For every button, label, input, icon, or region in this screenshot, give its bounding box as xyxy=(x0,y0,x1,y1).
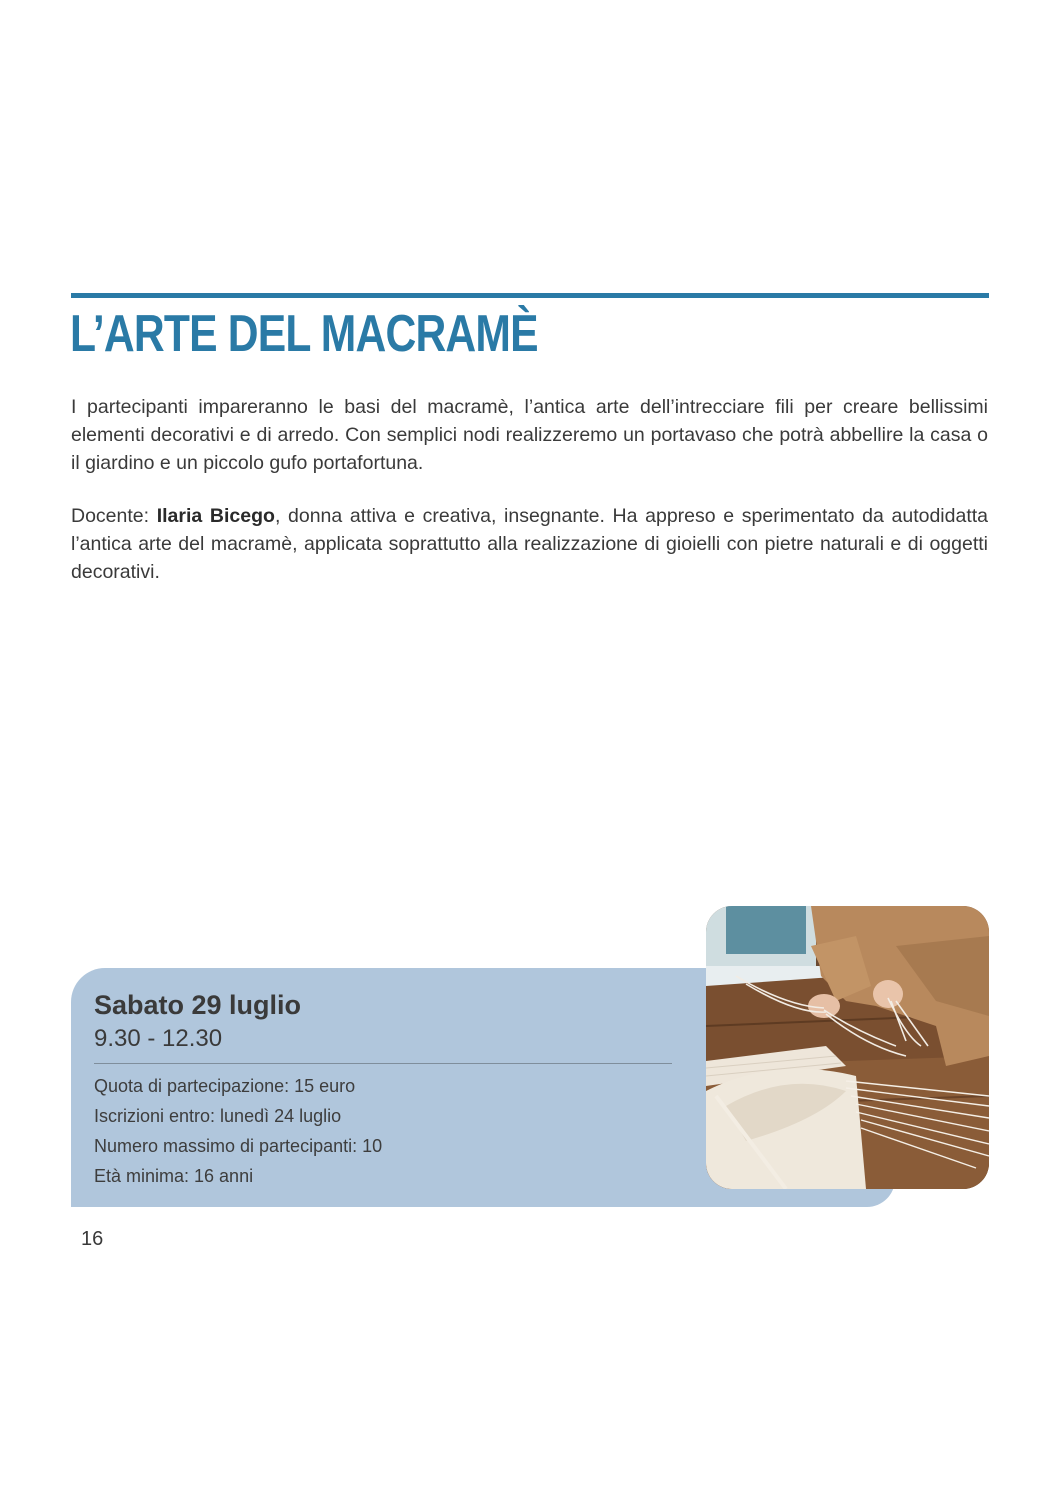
detail-max-participants: Numero massimo di partecipanti: 10 xyxy=(94,1136,383,1156)
detail-min-age: Età minima: 16 anni xyxy=(94,1166,254,1186)
intro-paragraph: I partecipanti impareranno le basi del macramè, l’antica arte dell’intrecciare fili per creare bellissimi elementi decorativi e di arredo. Con semplici nodi realizzeremo un portavaso che potrà abbellire la casa o il giardino e un piccolo gufo portafortuna. xyxy=(71,396,988,474)
page-title: L’ARTE DEL MACRAMÈ xyxy=(70,305,538,363)
page-number: 16 xyxy=(81,1228,104,1250)
event-details-list xyxy=(94,1071,382,1191)
macrame-photo xyxy=(706,906,989,1189)
teacher-paragraph xyxy=(71,502,988,586)
teacher-name: Ilaria Bicego xyxy=(156,505,275,527)
teacher-bio: , donna attiva e creativa, insegnante. Ha appreso e sperimentato da autodidatta l’antica arte del macramè, applicata soprattutto alla realizzazione di gioielli con pietre naturali e di oggetti decorativi. xyxy=(71,505,989,583)
title-rule xyxy=(71,293,989,298)
detail-deadline: Iscrizioni entro: lunedì 24 luglio xyxy=(94,1106,342,1126)
event-time: 9.30 - 12.30 xyxy=(94,1025,223,1052)
event-date: Sabato 29 luglio xyxy=(94,990,302,1020)
detail-fee: Quota di partecipazione: 15 euro xyxy=(94,1076,356,1096)
teacher-label: Docente: xyxy=(71,505,157,527)
info-divider xyxy=(94,1063,672,1064)
